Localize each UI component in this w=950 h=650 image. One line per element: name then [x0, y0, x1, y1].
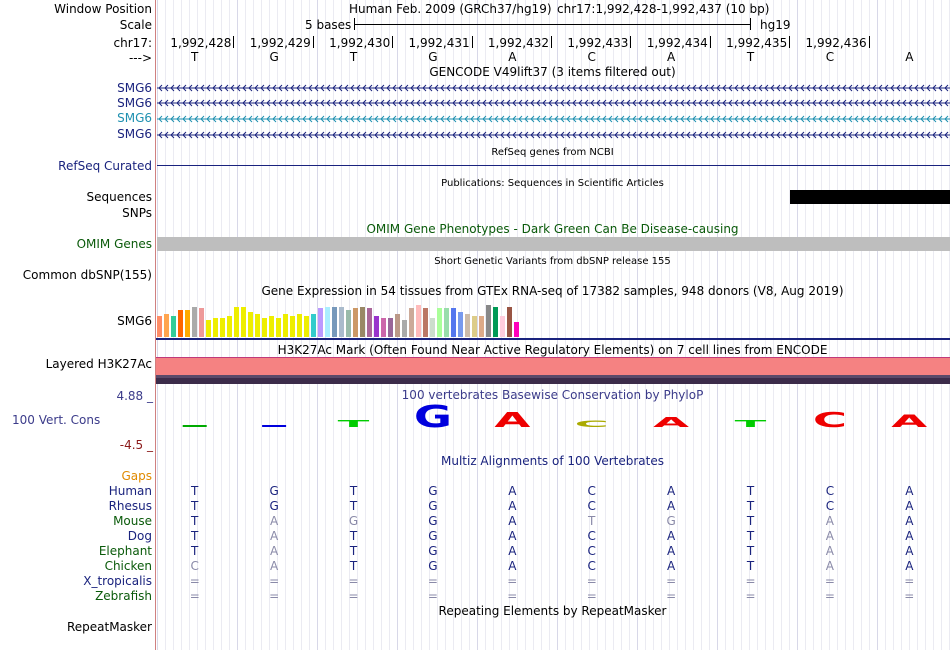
dbsnp-label[interactable]: Common dbSNP(155): [22, 268, 152, 282]
multiz-base: T: [191, 484, 199, 498]
multiz-base: T: [588, 514, 596, 528]
phylop-max-label: 4.88 _: [116, 389, 153, 403]
refseq-label[interactable]: RefSeq Curated: [58, 159, 152, 173]
gtex-tissue-bar: [262, 318, 267, 337]
gtex-tissue-bar: [437, 308, 442, 337]
scale-db: hg19: [760, 18, 791, 32]
multiz-base: =: [586, 589, 597, 603]
phylop-logo[interactable]: [155, 400, 950, 432]
gtex-tissue-bar: [493, 307, 498, 337]
chrom-label: chr17:: [113, 36, 152, 50]
ruler-base: T: [191, 50, 199, 64]
multiz-base: C: [190, 559, 199, 573]
gtex-tissue-bar: [451, 308, 456, 337]
gtex-tissue-bar: [423, 308, 428, 337]
gtex-label[interactable]: SMG6: [117, 314, 152, 328]
ruler-base: A: [666, 50, 676, 64]
multiz-base: A: [269, 559, 279, 573]
multiz-base: T: [349, 544, 358, 558]
phylop-logo-letter: A: [494, 409, 531, 432]
multiz-base: T: [746, 514, 755, 528]
ruler-tick: [392, 36, 393, 48]
phylop-score-mark: [262, 425, 286, 427]
ruler-base: G: [428, 50, 438, 64]
multiz-base: A: [905, 514, 914, 528]
gtex-tissue-bar: [248, 312, 253, 337]
multiz-base: =: [666, 589, 677, 603]
ruler-base: A: [508, 50, 517, 64]
multiz-base: G: [428, 559, 438, 573]
multiz-base: T: [191, 514, 199, 528]
gtex-tissue-bar: [430, 318, 435, 337]
gtex-expression-bars[interactable]: [156, 299, 950, 341]
multiz-base: G: [428, 529, 438, 543]
multiz-base: T: [746, 484, 755, 498]
gtex-tissue-bar: [213, 318, 218, 337]
gtex-tissue-bar: [297, 314, 302, 337]
gtex-tissue-bar: [479, 316, 484, 337]
multiz-base: =: [269, 589, 280, 603]
phylop-logo-letter: A: [653, 415, 690, 431]
multiz-species-label[interactable]: Mouse: [113, 514, 152, 528]
gtex-tissue-bar: [514, 322, 519, 337]
gtex-tissue-bar: [199, 308, 204, 337]
gtex-tissue-bar: [486, 305, 491, 337]
multiz-base: C: [587, 529, 596, 543]
publications-label-snps[interactable]: SNPs: [122, 206, 152, 220]
gtex-tissue-bar: [234, 307, 239, 337]
multiz-species-label[interactable]: Zebrafish: [95, 589, 152, 603]
gtex-tissue-bar: [339, 307, 344, 337]
multiz-base: T: [349, 484, 358, 498]
phylop-track-title[interactable]: 100 vertebrates Basewise Conservation by PhyloP: [401, 388, 704, 402]
multiz-base: T: [746, 529, 755, 543]
gtex-tissue-bar: [157, 316, 162, 337]
multiz-track-title[interactable]: Multiz Alignments of 100 Vertebrates: [440, 454, 665, 468]
multiz-base: C: [825, 484, 835, 498]
gtex-tissue-bar: [416, 305, 421, 337]
multiz-base: T: [746, 544, 755, 558]
multiz-base: A: [905, 499, 914, 513]
phylop-logo-letter: C: [574, 418, 609, 430]
ruler-tick: [710, 36, 711, 48]
multiz-base: G: [428, 544, 438, 558]
gencode-transcripts[interactable]: [155, 80, 950, 144]
ruler-tick: [869, 36, 870, 48]
multiz-base: A: [666, 529, 676, 543]
multiz-base: G: [269, 484, 279, 498]
phylop-label[interactable]: 100 Vert. Cons: [12, 413, 101, 427]
h3k27ac-track-title[interactable]: H3K27Ac Mark (Often Found Near Active Regulatory Elements) on 7 cell lines from ENCODE: [277, 343, 828, 357]
phylop-logo-letter: G: [413, 400, 452, 432]
h3k27ac-label[interactable]: Layered H3K27Ac: [45, 357, 152, 371]
gtex-tissue-bar: [332, 307, 337, 337]
publication-hit-block[interactable]: [790, 190, 950, 204]
multiz-base: T: [746, 499, 755, 513]
ruler-coordinate[interactable]: 1,992,428: [170, 36, 232, 50]
multiz-base: =: [189, 574, 200, 588]
multiz-base: =: [348, 589, 359, 603]
gtex-tissue-bar: [304, 316, 309, 337]
ruler-coordinate[interactable]: 1,992,430: [329, 36, 391, 50]
multiz-base: A: [666, 544, 676, 558]
multiz-base: T: [349, 559, 358, 573]
multiz-base: T: [191, 529, 199, 543]
ruler-base: C: [587, 50, 596, 64]
multiz-base: T: [191, 499, 199, 513]
multiz-base: A: [508, 514, 517, 528]
ruler-base: T: [349, 50, 358, 64]
gtex-tissue-bar: [290, 316, 295, 337]
gtex-tissue-bar: [276, 318, 281, 337]
gtex-tissue-bar: [192, 307, 197, 337]
assembly-text: Human Feb. 2009 (GRCh37/hg19): [349, 2, 552, 16]
multiz-species-label[interactable]: Rhesus: [108, 499, 152, 513]
multiz-base: =: [586, 574, 597, 588]
gencode-item-label-3[interactable]: SMG6: [117, 111, 152, 125]
multiz-base: G: [428, 484, 438, 498]
multiz-base: =: [189, 589, 200, 603]
multiz-base: A: [825, 544, 834, 558]
gencode-track-title[interactable]: GENCODE V49lift37 (3 items filtered out): [429, 65, 676, 79]
multiz-species-label[interactable]: Dog: [127, 529, 152, 543]
multiz-base: T: [349, 499, 358, 513]
multiz-base: A: [508, 484, 517, 498]
gtex-tissue-bar: [269, 316, 274, 337]
refseq-track-title[interactable]: RefSeq genes from NCBI: [491, 147, 614, 158]
omim-gene-block[interactable]: [157, 237, 950, 251]
multiz-base: G: [666, 514, 676, 528]
ruler-tick: [789, 36, 790, 48]
gtex-track-title[interactable]: Gene Expression in 54 tissues from GTEx RNA-seq of 17382 samples, 948 donors (V8, Aug 2019): [261, 284, 844, 298]
gtex-tissue-bar: [444, 308, 449, 337]
multiz-base: A: [269, 514, 279, 528]
multiz-base: A: [905, 544, 914, 558]
phylop-logo-letter: T: [734, 417, 767, 430]
ruler-base: A: [905, 50, 914, 64]
gtex-tissue-bar: [381, 318, 386, 337]
multiz-base: =: [824, 574, 835, 588]
h3k27ac-signal[interactable]: [156, 357, 950, 385]
multiz-base: A: [508, 559, 517, 573]
ruler-coordinate[interactable]: 1,992,431: [408, 36, 470, 50]
gtex-tissue-bar: [318, 308, 323, 337]
gtex-tissue-bar: [395, 314, 400, 337]
multiz-base: T: [191, 544, 199, 558]
multiz-species-label[interactable]: Human: [108, 484, 152, 498]
multiz-base: G: [348, 514, 359, 528]
scale-bar-label: 5 bases: [305, 18, 352, 32]
ruler-base: T: [746, 50, 755, 64]
phylop-min-label: -4.5 _: [119, 438, 153, 452]
ruler-tick: [551, 36, 552, 48]
multiz-base: =: [745, 589, 756, 603]
refseq-transcript-line[interactable]: [157, 165, 950, 166]
multiz-base: =: [745, 574, 756, 588]
scale-label: Scale: [119, 18, 152, 32]
position-text: chr17:1,992,428-1,992,437 (10 bp): [557, 2, 770, 16]
ruler-coordinate[interactable]: 1,992,436: [805, 36, 867, 50]
gtex-tissue-bar: [465, 314, 470, 337]
multiz-base: =: [507, 589, 518, 603]
publications-track-title[interactable]: Publications: Sequences in Scientific Articles: [441, 178, 664, 189]
gtex-tissue-bar: [360, 307, 365, 337]
multiz-base: A: [508, 529, 517, 543]
gtex-tissue-bar: [171, 316, 176, 337]
multiz-base: G: [428, 499, 438, 513]
scale-bar: [354, 18, 751, 30]
multiz-base: A: [905, 559, 914, 573]
phylop-logo-letter: T: [337, 417, 370, 430]
ruler-tick: [472, 36, 473, 48]
multiz-base: C: [587, 499, 596, 513]
gencode-item-label-2[interactable]: SMG6: [117, 96, 152, 110]
multiz-base: =: [427, 574, 438, 588]
ruler-coordinate[interactable]: 1,992,432: [487, 36, 549, 50]
phylop-logo-letter: C: [812, 409, 847, 432]
multiz-base: A: [269, 529, 279, 543]
ruler-coordinate[interactable]: 1,992,435: [726, 36, 788, 50]
multiz-base: C: [825, 499, 835, 513]
multiz-base: A: [905, 484, 914, 498]
multiz-base: A: [825, 514, 834, 528]
multiz-base: A: [508, 499, 517, 513]
ruler-coordinate[interactable]: 1,992,429: [249, 36, 311, 50]
gtex-tissue-bar: [458, 312, 463, 337]
gtex-tissue-bar: [178, 310, 183, 337]
multiz-base: =: [904, 589, 915, 603]
ruler-base: C: [825, 50, 835, 64]
multiz-base: T: [746, 559, 755, 573]
gtex-tissue-bar: [255, 314, 260, 337]
gtex-tissue-bar: [227, 316, 232, 337]
gtex-tissue-bar: [241, 307, 246, 337]
gtex-tissue-bar: [409, 308, 414, 337]
multiz-base: =: [348, 574, 359, 588]
ruler-coordinate[interactable]: 1,992,433: [567, 36, 629, 50]
multiz-base: G: [269, 499, 279, 513]
multiz-base: A: [666, 484, 676, 498]
omim-label[interactable]: OMIM Genes: [76, 237, 152, 251]
gtex-tissue-bar: [220, 318, 225, 337]
multiz-base: C: [587, 559, 596, 573]
phylop-score-mark: [183, 425, 207, 427]
gtex-tissue-bar: [311, 314, 316, 337]
multiz-base: A: [905, 529, 914, 543]
multiz-base: A: [825, 529, 834, 543]
gaps-label[interactable]: Gaps: [121, 469, 152, 483]
dbsnp-track-title[interactable]: Short Genetic Variants from dbSNP release 155: [434, 256, 671, 267]
multiz-base: G: [428, 514, 438, 528]
publications-label-sequences[interactable]: Sequences: [86, 190, 152, 204]
multiz-base: A: [825, 559, 834, 573]
multiz-base: A: [666, 559, 676, 573]
multiz-base: =: [269, 574, 280, 588]
omim-track-title[interactable]: OMIM Gene Phenotypes - Dark Green Can Be Disease-causing: [366, 222, 739, 236]
multiz-species-label[interactable]: Chicken: [104, 559, 152, 573]
multiz-base: =: [507, 574, 518, 588]
ruler-tick: [313, 36, 314, 48]
gtex-tissue-bar: [206, 320, 211, 337]
gtex-tissue-bar: [402, 320, 407, 337]
multiz-base: C: [587, 484, 596, 498]
multiz-base: T: [349, 529, 358, 543]
ruler-base: G: [269, 50, 279, 64]
ruler-tick: [233, 36, 234, 48]
gtex-tissue-bar: [388, 318, 393, 337]
multiz-base: C: [587, 544, 596, 558]
gencode-item-label-4[interactable]: SMG6: [117, 127, 152, 141]
window-position-label: Window Position: [54, 2, 152, 16]
gtex-tissue-bar: [500, 316, 505, 337]
multiz-base: A: [269, 544, 279, 558]
multiz-base: =: [824, 589, 835, 603]
gtex-tissue-bar: [374, 316, 379, 337]
multiz-base: =: [427, 589, 438, 603]
gtex-tissue-bar: [507, 307, 512, 337]
repeatmasker-label[interactable]: RepeatMasker: [66, 620, 152, 634]
phylop-logo-letter: A: [891, 411, 928, 432]
repeatmasker-track-title[interactable]: Repeating Elements by RepeatMasker: [438, 604, 667, 618]
multiz-base: A: [666, 499, 676, 513]
gtex-tissue-bar: [283, 314, 288, 337]
gencode-item-label-1[interactable]: SMG6: [117, 81, 152, 95]
multiz-species-label[interactable]: X_tropicalis: [83, 574, 152, 588]
ruler-coordinate[interactable]: 1,992,434: [646, 36, 708, 50]
multiz-base: A: [508, 544, 517, 558]
multiz-base: =: [666, 574, 677, 588]
multiz-species-label[interactable]: Elephant: [98, 544, 152, 558]
gtex-tissue-bar: [472, 316, 477, 337]
multiz-base: =: [904, 574, 915, 588]
gtex-tissue-bar: [185, 310, 190, 337]
gtex-tissue-bar: [325, 307, 330, 337]
ruler-tick: [630, 36, 631, 48]
gtex-tissue-bar: [353, 308, 358, 337]
gtex-tissue-bar: [367, 308, 372, 337]
strand-label: --->: [128, 51, 152, 65]
gtex-tissue-bar: [346, 310, 351, 337]
gtex-tissue-bar: [164, 314, 169, 337]
